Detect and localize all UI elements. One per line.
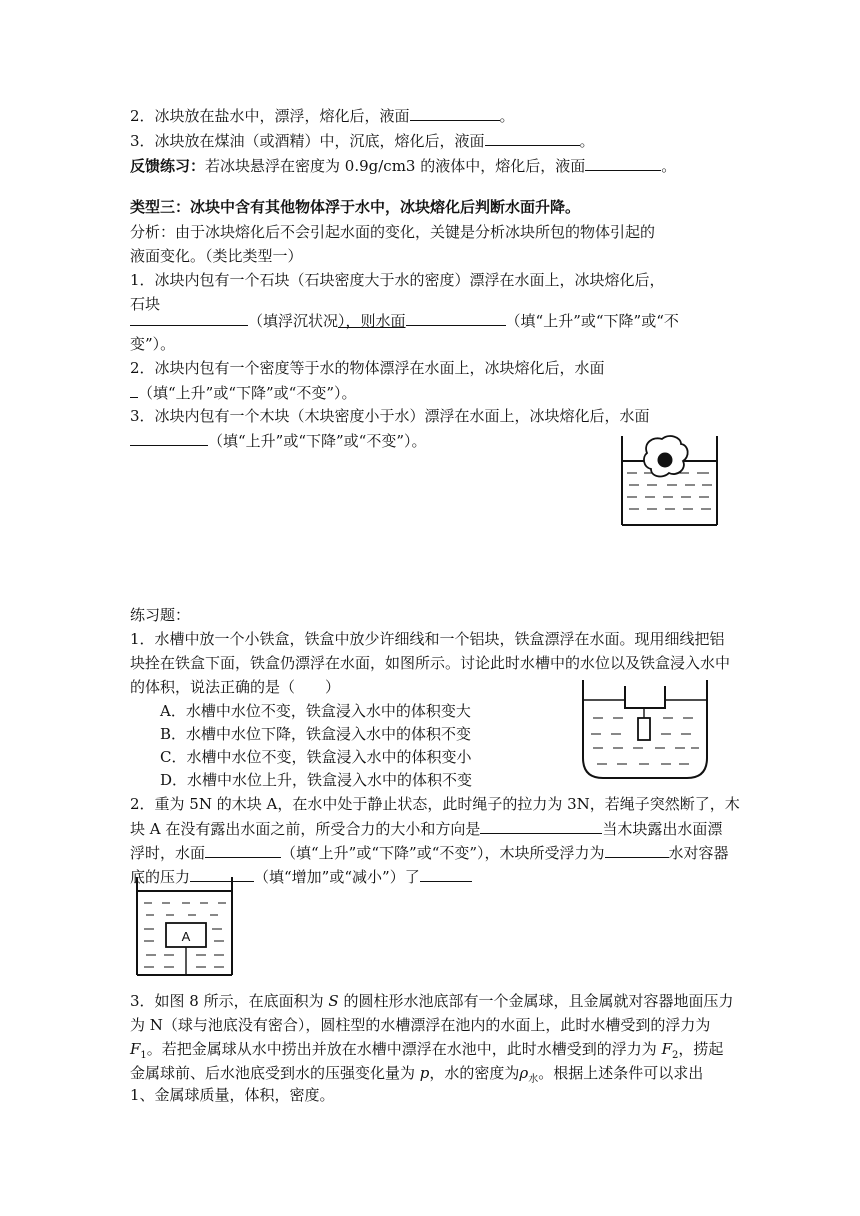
answer-blank[interactable]	[406, 308, 506, 326]
answer-blank[interactable]	[410, 103, 500, 121]
question-2-line: 2．冰块内包有一个密度等于水的物体漂浮在水面上，冰块熔化后，水面	[130, 359, 605, 377]
wood-block-tank-figure	[132, 875, 238, 979]
exercise-2-line: 块 A 在没有露出水面之前，所受合力的大小和方向是 当木块露出水面漂	[130, 816, 722, 841]
exercise-2-line: 浮时，水面 （填“上升”或“下降”或“不变”），木块所受浮力为 水对容器	[130, 840, 729, 865]
exercise-3-line: 为 N（球与池底没有密合），圆柱型的水槽漂浮在池内的水面上，此时水槽受到的浮力为	[130, 1016, 711, 1034]
answer-blank[interactable]	[585, 153, 661, 171]
answer-blank[interactable]	[130, 428, 208, 446]
question-2-line: （填“上升”或“下降”或“不变”）。	[130, 380, 357, 405]
question-1-line: 变”）。	[130, 335, 176, 353]
exercise-3-line: 1、金属球质量，体积，密度。	[130, 1086, 335, 1104]
ice-block-figure	[617, 433, 723, 529]
question-1-line: （填浮沉状况），则水面 （填“上升”或“下降”或“不	[130, 308, 679, 333]
answer-blank[interactable]	[130, 380, 138, 398]
analysis-line: 液面变化。（类比类型一）	[130, 247, 303, 265]
question-3-line: 3．冰块内包有一个木块（木块密度小于水）漂浮在水面上，冰块熔化后，水面	[130, 407, 650, 425]
line-feedback-exercise: 反馈练习：若冰块悬浮在密度为 0.9g/cm3 的液体中，熔化后，液面 。	[130, 153, 676, 178]
question-1-line: 石块	[130, 295, 161, 313]
question-1-line: 1．冰块内包有一个石块（石块密度大于水的密度）漂浮在水面上，冰块熔化后，	[130, 271, 665, 289]
exercise-heading: 练习题：	[130, 606, 191, 624]
exercise-3-line: 金属球前、后水池底受到水的压强变化量为 p，水的密度为$\rho_水$。根据上述条件可以求出	[130, 1064, 704, 1085]
exercise-3-line: $F_1$。若把金属球从水中捞出并放在水槽中漂浮在水池中，此时水槽受到的浮力为 $F_2$，捞起	[130, 1040, 724, 1061]
analysis-line: 分析：由于冰块熔化后不会引起水面的变化，关键是分析冰块所包的物体引起的	[130, 223, 656, 241]
answer-blank[interactable]	[605, 840, 669, 858]
exercise-2-line: 2．重为 5N 的木块 A，在水中处于静止状态，此时绳子的拉力为 3N，若绳子突然断了，木	[130, 795, 740, 813]
answer-blank[interactable]	[130, 308, 248, 326]
answer-blank[interactable]	[485, 128, 580, 146]
question-3-line: （填“上升”或“下降”或“不变”）。	[130, 428, 427, 453]
line-ice-saltwater: 2．冰块放在盐水中，漂浮，熔化后，液面 。	[130, 103, 515, 128]
option-c[interactable]: C．水槽中水位不变，铁盒浸入水中的体积变小	[160, 748, 472, 766]
option-b[interactable]: B．水槽中水位下降，铁盒浸入水中的体积不变	[160, 725, 472, 743]
answer-blank[interactable]	[480, 816, 602, 834]
answer-blank[interactable]	[205, 840, 281, 858]
line-ice-kerosene: 3．冰块放在煤油（或酒精）中，沉底，熔化后，液面 。	[130, 128, 595, 153]
block-a-label: A	[181, 929, 191, 944]
section-heading-type3: 类型三：冰块中含有其他物体浮于水中，冰块熔化后判断水面升降。	[130, 198, 581, 216]
exercise-2-line: 底的压力 （填“增加”或“减小”）了	[130, 864, 472, 889]
exercise-1-line: 块拴在铁盒下面，铁盒仍漂浮在水面，如图所示。讨论此时水槽中的水位以及铁盒浸入水中	[130, 654, 731, 672]
answer-blank[interactable]	[420, 864, 472, 882]
iron-box-tank-figure	[579, 678, 711, 781]
exercise-3-line: 3．如图 8 所示，在底面积为 S 的圆柱形水池底部有一个金属球，且金属就对容器地面压力	[130, 992, 734, 1010]
exercise-1-line: 1．水槽中放一个小铁盒，铁盒中放少许细线和一个铝块，铁盒漂浮在水面。现用细线把铝	[130, 630, 725, 648]
option-a[interactable]: A．水槽中水位不变，铁盒浸入水中的体积变大	[160, 702, 471, 720]
option-d[interactable]: D．水槽中水位上升，铁盒浸入水中的体积不变	[160, 771, 473, 789]
exercise-1-line: 的体积，说法正确的是（ ）	[130, 678, 341, 696]
